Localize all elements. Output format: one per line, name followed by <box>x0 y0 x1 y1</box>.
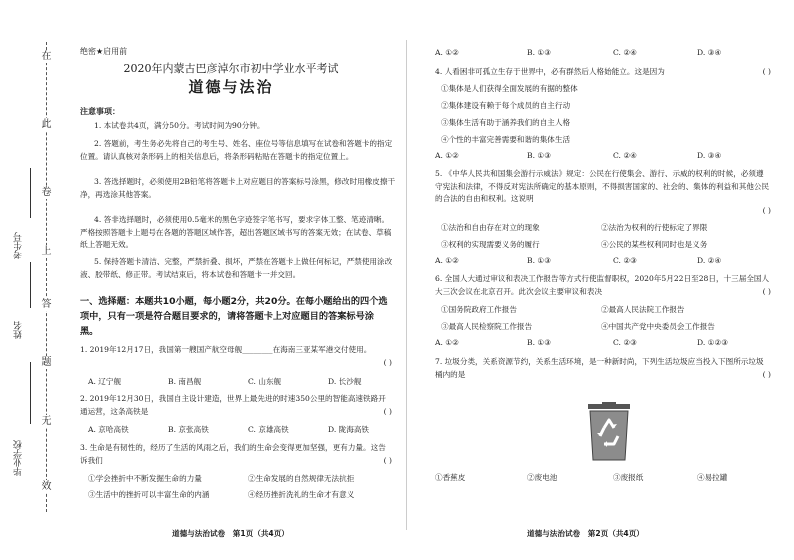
option[interactable]: D. ②④ <box>697 256 722 265</box>
statement: ②生命发展的自然规律无法抗拒 <box>248 474 355 483</box>
binding-char: 无 <box>41 416 52 427</box>
secret-label: 绝密★启用前 <box>80 47 128 56</box>
statement: ④经历挫折洗礼的生命才有意义 <box>248 490 355 499</box>
answer-paren[interactable]: ( ) <box>762 67 771 76</box>
options-row <box>435 48 765 60</box>
option[interactable]: D. ①②③ <box>697 338 729 347</box>
statement: ②废电池 <box>527 473 558 482</box>
binding-char: 效 <box>41 481 52 492</box>
answer-paren[interactable]: ( ) <box>383 407 392 416</box>
option[interactable]: A. 京哈高铁 <box>88 425 129 434</box>
question-stem: 6. 全国人大通过审议和表决工作报告等方式行使监督职权，2020年5月22日至28日，十三届全国人大三次会议在北京召开。此次会议主要审议和表决 <box>435 274 770 296</box>
answer-paren[interactable]: ( ) <box>762 370 771 379</box>
option[interactable]: D. ③④ <box>697 151 722 160</box>
options-row <box>80 376 392 388</box>
answer-paren-row <box>435 369 771 381</box>
note-item: 4. 答非选择题时，必须使用0.5毫米的黑色字迹签字笔书写，要求字体工整、笔迹清晰。严格按照答题卡上题号在各题的答题区域作答，超出答题区域书写的答案无效；在试卷、草稿纸上答题无效。 <box>80 215 392 250</box>
answer-paren[interactable]: ( ) <box>762 287 771 296</box>
option[interactable]: C. ②③ <box>613 256 637 265</box>
note-item: 5. 保持答题卡清洁、完整，严禁折叠、损坏，严禁在答题卡上做任何标记，严禁使用涂改液、胶带纸、修正带。考试结束后，将本试卷和答题卡一并交回。 <box>80 257 393 279</box>
name-field[interactable] <box>30 262 31 308</box>
answer-paren-row <box>80 357 392 369</box>
options-row <box>80 424 392 436</box>
binding-char: 在 <box>41 51 52 62</box>
option[interactable]: C. ②④ <box>613 48 637 57</box>
name-label: 姓名 <box>14 321 24 339</box>
statement: ④中国共产党中央委员会工作报告 <box>601 322 715 331</box>
option[interactable]: C. ②④ <box>613 151 637 160</box>
answer-paren-row <box>80 455 392 467</box>
notes-title: 注意事项： <box>80 107 120 116</box>
binding-char: 上 <box>41 246 52 257</box>
exam-title: 2020年内蒙古巴彦淖尔市初中学业水平考试 <box>123 62 339 75</box>
note-item: 3. 答选择题时，必须使用2B铅笔将答题卡上对应题目的答案标号涂黑，修改时用橡皮擦干净，再选涂其他答案。 <box>80 177 396 199</box>
statement: ①集体是人们获得全面发展的有据的整体 <box>441 84 578 93</box>
school-label: 毕业学校 <box>14 440 24 476</box>
binding-char: 此 <box>41 119 52 130</box>
question-stem: 1. 2019年12月17日，我国第一艘国产航空母舰________在海南三亚某军港交付使用。 <box>80 345 372 354</box>
statement: ②最高人民法院工作报告 <box>601 305 685 314</box>
option[interactable]: A. ①② <box>435 256 459 265</box>
page-footer-right: 道德与法治试卷 第2页（共4页） <box>527 529 644 538</box>
statement: ④易拉罐 <box>697 473 728 482</box>
statement: ④公民的某些权利同时也是义务 <box>601 240 708 249</box>
statement: ④个性的丰富完善需要和谐的集体生活 <box>441 135 571 144</box>
answer-paren-row <box>435 205 771 217</box>
candidate-number-label: 考生号 <box>14 232 24 260</box>
binding-margin <box>0 0 62 560</box>
statement: ①法治和自由存在对立的现象 <box>441 223 540 232</box>
answer-paren-row <box>80 406 392 418</box>
options-row <box>435 256 765 268</box>
option[interactable]: C. 山东舰 <box>248 377 282 386</box>
question-5 <box>435 168 771 206</box>
statements-row <box>441 304 771 316</box>
option[interactable]: A. ①② <box>435 151 459 160</box>
page-one <box>62 0 400 560</box>
statement: ①香蕉皮 <box>435 473 466 482</box>
school-field[interactable] <box>30 362 31 424</box>
page-footer-left: 道德与法治试卷 第1页（共4页） <box>172 529 289 538</box>
option[interactable]: D. 长沙舰 <box>328 377 362 386</box>
statement: ③生活中的挫折可以丰富生命的内涵 <box>88 490 210 499</box>
question-stem: 4. 人看困非可孤立生存于世界中，必有群然后人格始能立。这是因为 <box>435 67 665 76</box>
option[interactable]: B. ①③ <box>527 48 552 57</box>
recycle-bin-icon <box>580 402 638 462</box>
subject-title: 道德与法治 <box>188 78 274 96</box>
option[interactable]: D. ③④ <box>697 48 722 57</box>
binding-char: 卷 <box>41 187 52 198</box>
answer-paren[interactable]: ( ) <box>383 358 392 367</box>
question-stem: 2. 2019年12月30日，我国自主设计建造，世界上最先进的时速350公里的智能高速铁路开通运营，这条高铁是 <box>80 394 386 416</box>
statement: ②集体建设有赖于每个成员的自主行动 <box>441 101 571 110</box>
statements-row <box>441 239 771 251</box>
binding-char: 题 <box>41 357 52 368</box>
binding-dash-line <box>46 42 47 512</box>
note-item: 1. 本试卷共4页，满分50分。考试时间为90分钟。 <box>94 121 265 130</box>
binding-char: 答 <box>41 299 52 310</box>
question-stem: 3. 生命是有韧性的，经历了生活的风雨之后，我们的生命会变得更加坚强，更有力量。这告诉我们 <box>80 443 386 465</box>
option[interactable]: D. 陇海高铁 <box>328 425 370 434</box>
statement: ①学会挫折中不断发掘生命的力量 <box>88 474 202 483</box>
statements-row <box>435 472 765 484</box>
page-divider <box>406 40 407 530</box>
option[interactable]: C. ②③ <box>613 338 637 347</box>
option[interactable]: C. 京雄高铁 <box>248 425 289 434</box>
option[interactable]: A. 辽宁舰 <box>88 377 122 386</box>
note-item: 2. 答题前，考生务必先将自己的考生号、姓名、座位号等信息填写在试卷和答题卡的指定位置。请认真核对条形码上的相关信息后，将条形码粘贴在答题卡的指定位置上。 <box>80 139 393 161</box>
page-two <box>415 0 775 560</box>
question-stem: 5. 《中华人民共和国集会游行示威法》规定：公民在行使集会、游行、示威的权利的时候，必须遵守宪法和法律，不得反对宪法所确定的基本原则，不得损害国家的、社会的、集体的利益和其他公民的合法的自由和权利。这说明 <box>435 169 770 203</box>
option[interactable]: B. ①③ <box>527 338 552 347</box>
statement: ①国务院政府工作报告 <box>441 305 517 314</box>
statements-row <box>80 473 392 485</box>
statement: ③最高人民检察院工作报告 <box>441 322 533 331</box>
option[interactable]: B. 京张高铁 <box>168 425 209 434</box>
option[interactable]: B. 南昌舰 <box>168 377 202 386</box>
statement: ③集体生活有助于涵养我们的自主人格 <box>441 118 571 127</box>
question-stem: 7. 垃圾分类，关系资源节约，关系生活环境，是一种新时尚，下列生活垃圾应当投入下图所示垃圾桶内的是 <box>435 357 764 379</box>
question-4 <box>435 66 771 78</box>
candidate-number-field[interactable] <box>30 168 31 218</box>
statement: ②法治为权利的行使标定了界限 <box>601 223 708 232</box>
option[interactable]: A. ①② <box>435 48 459 57</box>
statement: ③废报纸 <box>613 473 644 482</box>
question-1 <box>80 344 392 357</box>
option[interactable]: A. ①② <box>435 338 459 347</box>
section-one-title: 一、选择题：本题共10小题，每小题2分，共20分。在每小题给出的四个选项中，只有一项是符合题目要求的，请将答题卡上对应题目的答案标号涂黑。 <box>80 296 388 337</box>
statements-row <box>441 321 771 333</box>
options-row <box>435 151 765 163</box>
option[interactable]: B. ①③ <box>527 151 552 160</box>
answer-paren-row <box>435 286 771 298</box>
option[interactable]: B. ①③ <box>527 256 552 265</box>
options-row <box>435 338 765 350</box>
statements-row <box>441 222 771 234</box>
statement: ③权利的实现需要义务的履行 <box>441 240 540 249</box>
answer-paren[interactable]: ( ) <box>762 206 771 215</box>
answer-paren[interactable]: ( ) <box>383 456 392 465</box>
statements-row <box>80 489 392 501</box>
